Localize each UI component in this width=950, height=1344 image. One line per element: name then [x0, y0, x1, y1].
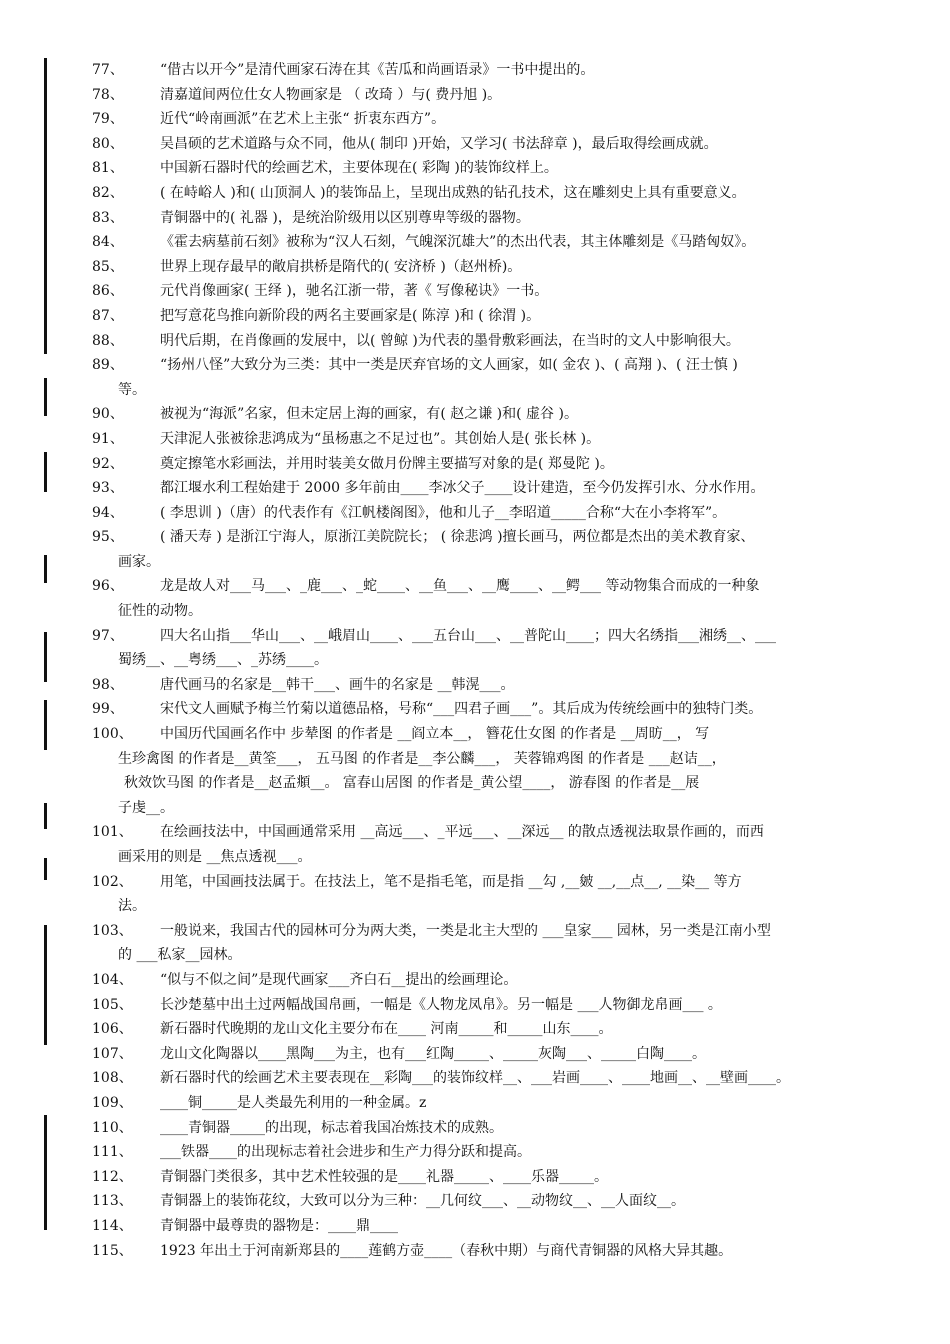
item-text: 青铜器上的装饰花纹，大致可以分为三种：__几何纹___、__动物纹__、__人面纹__。	[160, 1193, 685, 1210]
item-text: “似与不似之间”是现代画家___齐白石__提出的绘画理论。	[160, 971, 518, 988]
item-continuation: 蜀绣__、__粤绣___、_苏绣____。	[118, 652, 328, 669]
margin-bar	[44, 452, 47, 492]
item-number: 115、	[92, 1242, 133, 1259]
item-number: 93、	[92, 480, 124, 497]
list-item	[92, 624, 897, 649]
margin-bar	[44, 378, 47, 416]
list-item	[92, 1165, 897, 1190]
item-text: 元代肖像画家( 王绎 )，驰名江浙一带，著《 写像秘诀》一书。	[160, 283, 549, 300]
item-number: 81、	[92, 160, 124, 177]
margin-bar	[44, 858, 47, 880]
list-item	[92, 574, 897, 599]
item-text: 近代“岭南画派”在艺术上主张“ 折衷东西方”。	[160, 111, 446, 128]
item-text: 1923 年出土于河南新郑县的____莲鹤方壶____（春秋中期）与商代青铜器的风格大异其趣。	[160, 1242, 733, 1259]
item-number: 87、	[92, 307, 124, 324]
margin-bar	[44, 955, 47, 1045]
item-text: 世界上现存最早的敞肩拱桥是隋代的( 安济桥 )（赵州桥)。	[160, 258, 522, 275]
list-item	[92, 83, 897, 108]
item-text: 用笔，中国画技法属于。在技法上，笔不是指毛笔，而是指 __勾 ,__皴 __,__点__, __染__ 等方	[160, 873, 742, 890]
list-item	[92, 132, 897, 157]
list-item	[92, 673, 897, 698]
item-number: 107、	[92, 1045, 133, 1062]
item-number: 109、	[92, 1094, 133, 1111]
list-item	[92, 501, 897, 526]
item-continuation: 法。	[118, 898, 146, 915]
item-number: 77、	[92, 62, 124, 78]
list-item	[92, 1116, 897, 1141]
item-number: 94、	[92, 504, 124, 521]
list-item	[92, 304, 897, 329]
item-number: 79、	[92, 111, 124, 128]
list-item	[92, 156, 897, 181]
item-text: 中国新石器时代的绘画艺术，主要体现在( 彩陶 )的装饰纹样上。	[160, 160, 558, 177]
list-item	[92, 993, 897, 1018]
item-continuation: 子虔__。	[118, 799, 174, 816]
item-text: ___铁器____的出现标志着社会进步和生产力得分跃和提高。	[160, 1144, 531, 1161]
item-text: 被视为“海派”名家，但未定居上海的画家，有( 赵之谦 )和( 虚谷 )。	[160, 406, 578, 423]
list-item	[92, 353, 897, 378]
item-text: 把写意花鸟推向新阶段的两名主要画家是( 陈淳 )和 ( 徐渭 )。	[160, 307, 541, 324]
item-text: 龙是故人对___马___、_鹿___、_蛇____、__鱼___、__鹰____、__鳄___ 等动物集合而成的一种象	[160, 578, 760, 595]
item-text: 宋代文人画赋予梅兰竹菊以道德品格，号称“___四君子画___”。其后成为传统绘画中的独特门类。	[160, 701, 763, 718]
item-number: 85、	[92, 258, 124, 275]
list-item	[92, 255, 897, 280]
item-text: ____铜_____是人类最先利用的一种金属。z	[160, 1094, 427, 1111]
item-text: 都江堰水利工程始建于 2000 多年前由____李冰父子____设计建造，至今仍发挥引水、分水作用。	[160, 480, 765, 497]
margin-bar	[44, 632, 47, 682]
item-text: 唐代画马的名家是__韩干___、画牛的名家是 __韩滉___。	[160, 676, 515, 693]
item-number: 84、	[92, 234, 124, 251]
item-text: 一般说来，我国古代的园林可分为两大类，一类是北主大型的 ___皇家___ 园林，另一类是江南小型	[160, 922, 771, 939]
list-item	[92, 1091, 897, 1116]
item-continuation: 秋效饮马图 的作者是__赵孟頫__。 富春山居图 的作者是_黄公望____， 游春图 的作者是__展	[124, 775, 700, 792]
item-text: 中国历代国画名作中 步辇图 的作者是 __阎立本__， 簪花仕女图 的作者是 __周昉__， 写	[160, 726, 710, 743]
list-item	[92, 697, 897, 722]
list-item	[92, 1042, 897, 1067]
list-item	[92, 968, 897, 993]
list-item	[92, 206, 897, 231]
item-text: 龙山文化陶器以____黑陶___为主，也有___红陶_____、_____灰陶___、_____白陶____。	[160, 1045, 706, 1062]
item-number: 99、	[92, 701, 124, 718]
list-item	[92, 230, 897, 255]
item-number: 98、	[92, 676, 124, 693]
list-item	[92, 107, 897, 132]
item-text: 《霍去病墓前石刻》被称为“汉人石刻，气魄深沉雄大”的杰出代表，其主体雕刻是《马踏匈奴》。	[160, 234, 756, 251]
item-number: 91、	[92, 430, 124, 447]
list-item	[92, 1140, 897, 1165]
list-item	[92, 919, 897, 944]
item-text: 吴昌硕的艺术道路与众不同，他从( 制印 )开始，又学习( 书法辞章 )，最后取得绘画成就。	[160, 135, 718, 152]
list-item	[92, 1189, 897, 1214]
item-text: 青铜器门类很多，其中艺术性较强的是____礼器_____、____乐器_____。	[160, 1168, 608, 1185]
item-text: ____青铜器_____的出现，标志着我国冶炼技术的成熟。	[160, 1119, 503, 1136]
item-number: 104、	[92, 971, 133, 988]
list-item	[92, 525, 897, 550]
list-item	[92, 1239, 897, 1264]
margin-bar	[44, 700, 47, 750]
list-item	[92, 279, 897, 304]
list-item	[92, 427, 897, 452]
item-number: 90、	[92, 406, 124, 423]
margin-bar	[44, 1115, 47, 1230]
item-number: 82、	[92, 184, 124, 201]
item-number: 108、	[92, 1070, 133, 1087]
item-number: 88、	[92, 332, 124, 349]
item-text: 青铜器中最尊贵的器物是：____鼎____	[160, 1217, 398, 1234]
item-number: 111、	[92, 1144, 133, 1161]
item-number: 110、	[92, 1119, 133, 1136]
item-text: 明代后期，在肖像画的发展中，以( 曾鲸 )为代表的墨骨敷彩画法，在当时的文人中影响很大。	[160, 332, 740, 349]
item-text: 新石器时代的绘画艺术主要表现在__彩陶___的装饰纹样__、___岩画____、____地画__、__壁画____。	[160, 1070, 790, 1087]
list-item	[92, 722, 897, 747]
item-text: ( 李思训 )（唐）的代表作有《江帆楼阁图》，他和儿子__李昭道_____合称“大在小李将军”。	[160, 504, 727, 521]
item-number: 96、	[92, 578, 124, 595]
list-item	[92, 329, 897, 354]
item-number: 105、	[92, 996, 133, 1013]
margin-bar	[44, 803, 47, 829]
margin-bar	[44, 555, 47, 583]
item-text: 长沙楚墓中出土过两幅战国帛画，一幅是《人物龙凤帛》。另一幅是 ___人物御龙帛画___ 。	[160, 996, 722, 1013]
item-number: 97、	[92, 627, 124, 644]
item-number: 92、	[92, 455, 124, 472]
list-item	[92, 476, 897, 501]
item-number: 113、	[92, 1193, 133, 1210]
item-text: “扬州八怪”大致分为三类：其中一类是厌弃官场的文人画家，如( 金农 )、( 高翔 )、( 汪士慎 )	[160, 357, 738, 374]
item-continuation: 的 ___私家__园林。	[118, 947, 242, 964]
list-item	[92, 870, 897, 895]
list-item	[92, 58, 897, 83]
question-list	[92, 58, 897, 1263]
item-text: 新石器时代晚期的龙山文化主要分布在____ 河南_____和_____山东____。	[160, 1021, 613, 1038]
list-item	[92, 402, 897, 427]
item-text: 天津泥人张被徐悲鸿成为“虽杨惠之不足过也”。其创始人是( 张长林 )。	[160, 430, 601, 447]
item-text: 奠定擦笔水彩画法，并用时装美女做月份牌主要描写对象的是( 郑曼陀 )。	[160, 455, 614, 472]
item-text: 四大名山指___华山___、__峨眉山____、___五台山___、__普陀山____；四大名绣指___湘绣__、___	[160, 627, 776, 644]
item-number: 100、	[92, 726, 133, 743]
item-text: 清嘉道间两位仕女人物画家是 （ 改琦 ）与( 费丹旭 )。	[160, 86, 502, 103]
item-number: 112、	[92, 1168, 133, 1185]
item-continuation: 画家。	[118, 553, 160, 570]
item-text: “借古以开今”是清代画家石涛在其《苦瓜和尚画语录》一书中提出的。	[160, 62, 595, 78]
item-number: 101、	[92, 824, 133, 841]
list-item	[92, 820, 897, 845]
margin-bar	[44, 925, 47, 957]
item-text: 青铜器中的( 礼器 )，是统治阶级用以区别尊卑等级的器物。	[160, 209, 530, 226]
list-item	[92, 1214, 897, 1239]
item-text: 在绘画技法中，中国画通常采用 __高远___、_平远___、__深远__ 的散点透视法取景作画的，而西	[160, 824, 764, 841]
item-number: 95、	[92, 529, 124, 546]
list-item	[92, 181, 897, 206]
margin-bar	[44, 58, 47, 354]
item-number: 89、	[92, 357, 124, 374]
item-number: 114、	[92, 1217, 133, 1234]
item-number: 102、	[92, 873, 133, 890]
item-number: 103、	[92, 922, 133, 939]
list-item	[92, 1066, 897, 1091]
item-number: 86、	[92, 283, 124, 300]
item-text: ( 在峙峪人 )和( 山顶洞人 )的装饰品上，呈现出成熟的钻孔技术，这在雕刻史上具有重要意义。	[160, 184, 746, 201]
item-continuation: 征性的动物。	[118, 603, 202, 620]
item-text: ( 潘天寿 ) 是浙江宁海人，原浙江美院院长； ( 徐悲鸿 )擅长画马，两位都是杰出的美术教育家、	[160, 529, 755, 546]
item-continuation: 等。	[118, 381, 146, 398]
item-continuation: 生珍禽图 的作者是__黄筌___， 五马图 的作者是__李公麟___， 芙蓉锦鸡图 的作者是 ___赵诘__，	[118, 750, 726, 767]
list-item	[92, 452, 897, 477]
item-continuation: 画采用的则是 __焦点透视___。	[118, 849, 312, 865]
item-number: 80、	[92, 135, 124, 152]
item-number: 78、	[92, 86, 124, 103]
item-number: 106、	[92, 1021, 133, 1038]
list-item	[92, 1017, 897, 1042]
item-number: 83、	[92, 209, 124, 226]
